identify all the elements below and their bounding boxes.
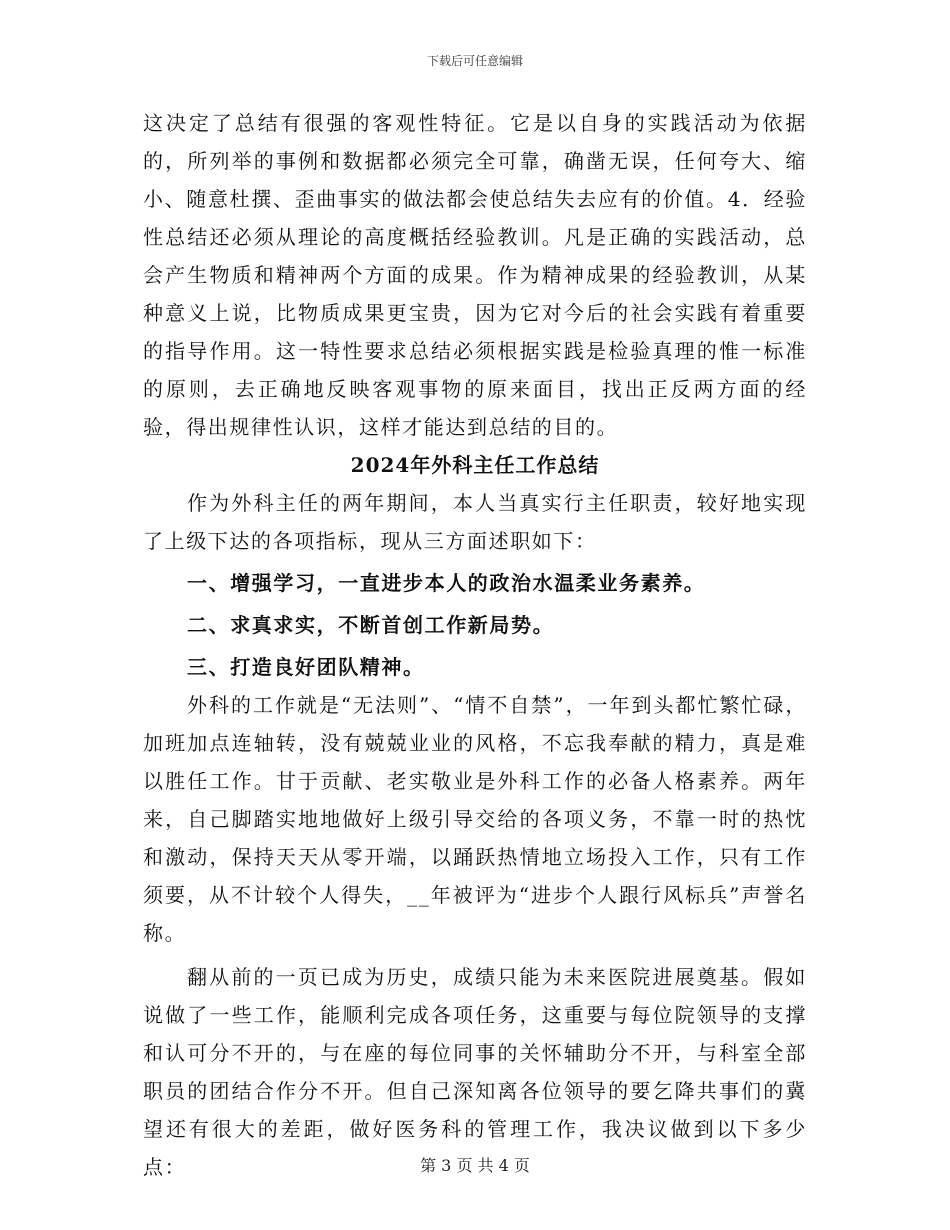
heading-strengthen-study: 一、增强学习，一直进步本人的政治水温柔业务素养。 — [187, 571, 706, 595]
paragraph-surgery-work: 外科的工作就是“无法则”、“情不自禁”，一年到头都忙繁忙碌，加班加点连轴转，没有兢兢业业的风格，不忘我奉献的精力，真是难以胜任工作。甘于贡献、老实敬业是外科工作的必备人格素养。两年来，自己脚踏实地地做好上级引导交给的各项义务，不靠一时的热忱和激动，保持天天从零开端，以踊跃热情地立场投入工作，只有工作须要，从不计较个人得失，__年被评为“进步个人跟行风标兵”声誉名称。 — [143, 693, 807, 945]
paragraph-intro: 作为外科主任的两年期间，本人当真实行主任职责，较好地实现了上级下达的各项指标，现从三方面述职如下： — [143, 491, 807, 553]
section-title: 2024年外科主任工作总结 — [350, 453, 600, 477]
page-header: 下载后可任意编辑 — [426, 54, 523, 68]
document-body — [143, 104, 807, 1186]
heading-seek-truth: 二、求真求实，不断首创工作新局势。 — [187, 613, 555, 637]
page-footer: 第 3 页 共 4 页 — [420, 1156, 530, 1175]
paragraph-looking-forward: 翻从前的一页已成为历史，成绩只能为未来医院进展奠基。假如说做了一些工作，能顺利完成各项任务，这重要与每位院领导的支撑和认可分不开的，与在座的每位同事的关怀辅助分不开，与科室全部职员的团结合作分不开。但自己深知离各位领导的要乞降共事们的冀望还有很大的差距，做好医务科的管理工作，我决议做到以下多少点： — [143, 965, 807, 1179]
paragraph-summary-objectivity: 这决定了总结有很强的客观性特征。它是以自身的实践活动为依据的，所列举的事例和数据都必须完全可靠，确凿无误，任何夸大、缩小、随意杜撰、歪曲事实的做法都会使总结失去应有的价值。4．经验性总结还必须从理论的高度概括经验教训。凡是正确的实践活动，总会产生物质和精神两个方面的成果。作为精神成果的经验教训，从某种意义上说，比物质成果更宝贵，因为它对今后的社会实践有着重要的指导作用。这一特性要求总结必须根据实践是检验真理的惟一标准的原则，去正确地反映客观事物的原来面目，找出正反两方面的经验，得出规律性认识，这样才能达到总结的目的。 — [143, 111, 807, 439]
heading-team-spirit: 三、打造良好团队精神。 — [187, 655, 425, 679]
